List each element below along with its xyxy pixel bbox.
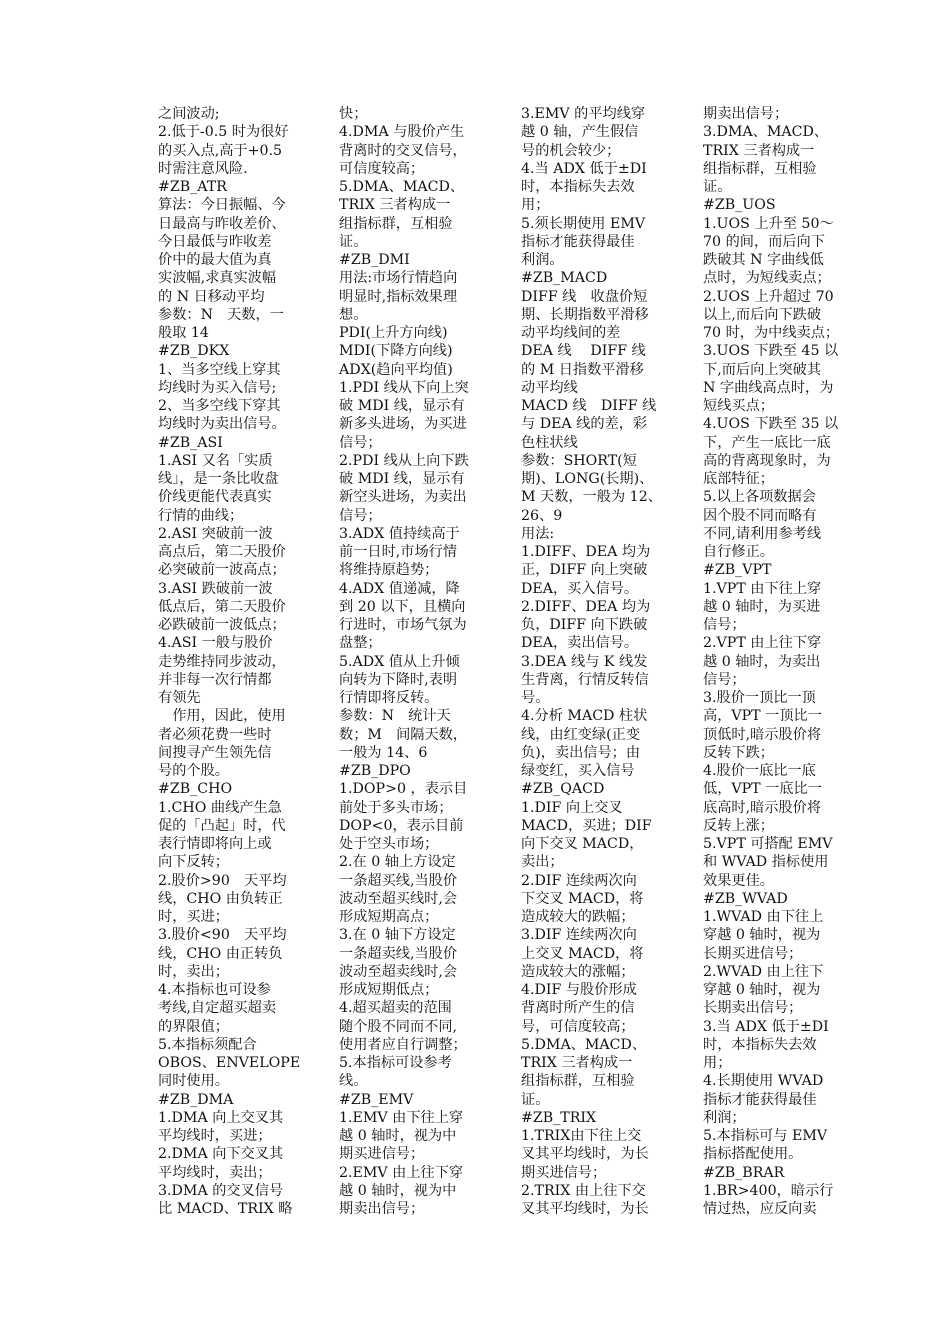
text-line: 1.UOS 上升至 50～ xyxy=(703,215,834,232)
text-line: 参数：N 天数，一 xyxy=(158,306,284,323)
text-line: 组指标群，互相验 xyxy=(521,1073,635,1090)
text-line: 4.当 ADX 低于±DI xyxy=(521,160,647,177)
text-line: 必突破前一波高点； xyxy=(158,562,286,579)
text-line: 形成短期高点； xyxy=(339,909,439,925)
text-line: 顶低时,暗示股价将 xyxy=(703,726,822,743)
text-line: 4.股价一底比一底 xyxy=(703,763,816,779)
text-line: 下,而后向上突破其 xyxy=(703,361,822,378)
text-line: 的 N 日移动平均 xyxy=(158,288,265,305)
text-line: 3.当 ADX 低于±DI xyxy=(703,1018,829,1035)
text-line: 2.在 0 轴上方设定 xyxy=(339,854,456,871)
text-line: 2.股价>90 天平均 xyxy=(158,872,287,889)
text-line: 1.TRIX由下往上交 xyxy=(521,1128,642,1144)
text-line: 3.ASI 跌破前一波 xyxy=(158,580,273,597)
text-line: 3.DIF 连续两次向 xyxy=(521,927,637,944)
text-line: MDI(下降方向线) xyxy=(339,343,453,360)
text-line: 1.DMA 向上交叉其 xyxy=(158,1109,284,1126)
text-line: 1.BR>400，暗示行 xyxy=(703,1182,834,1199)
text-line: 背离时的交叉信号， xyxy=(339,142,467,159)
text-line: 造成较大的涨幅； xyxy=(521,963,635,980)
text-line: 因个股不同而略有 xyxy=(703,507,817,524)
text-line: 4.ASI 一般与股价 xyxy=(158,635,273,652)
text-line: TRIX 三者构成一 xyxy=(339,197,451,214)
text-line: 走势维持同步波动， xyxy=(158,653,286,670)
text-line: 证。 xyxy=(703,179,732,195)
text-line: 动平均线间的差 xyxy=(521,325,621,341)
text-line: 3.DMA、MACD、 xyxy=(703,124,829,141)
text-line: 一般为 14、6 xyxy=(339,744,428,761)
text-column-3 xyxy=(521,105,671,1218)
text-line: 时需注意风险. xyxy=(158,160,248,177)
text-line: 1.WVAD 由下往上 xyxy=(703,909,824,925)
text-line: 叉其平均线时，为长 xyxy=(521,1146,649,1163)
text-line: 线，CHO 由正转负 xyxy=(158,945,283,962)
text-line: 信号； xyxy=(703,617,746,633)
text-line: 参数：N 统计天 xyxy=(339,708,451,725)
text-line: MACD，买进；DIF xyxy=(521,817,652,834)
text-line: 造成较大的跌幅； xyxy=(521,909,635,925)
text-line: 新空头进场，为卖出 xyxy=(339,489,467,506)
text-line: 低，VPT 一底比一 xyxy=(703,781,822,798)
text-line: 处于空头市场； xyxy=(339,836,439,852)
text-line: 新多头进场，为买进 xyxy=(339,416,467,433)
text-line: 并非每一次行情都 xyxy=(158,671,272,688)
text-column-1 xyxy=(158,105,308,1218)
text-line: 促的「凸起」时，代 xyxy=(158,817,286,834)
text-line: 行情即将反转。 xyxy=(339,690,439,706)
section-heading: #ZB_UOS xyxy=(703,197,776,214)
text-line: 跌破其 N 字曲线低 xyxy=(703,252,824,268)
text-line: 算法：今日振幅、今 xyxy=(158,197,286,214)
text-line: 均线时为卖出信号。 xyxy=(158,416,286,433)
section-heading: #ZB_DMI xyxy=(339,252,410,268)
text-line: 2.WVAD 由上往下 xyxy=(703,963,824,980)
text-line: DEA，卖出信号。 xyxy=(521,635,639,652)
text-line: 可信度较高； xyxy=(339,160,425,177)
section-heading: #ZB_ATR xyxy=(158,179,227,195)
text-line: TRIX 三者构成一 xyxy=(521,1055,633,1071)
text-line: 2、当多空线下穿其 xyxy=(158,398,281,414)
text-line: 4.分析 MACD 柱状 xyxy=(521,708,648,725)
text-line: 5.VPT 可搭配 EMV xyxy=(703,836,833,852)
text-line: 信号； xyxy=(703,671,746,688)
text-line: 5.ADX 值从上升倾 xyxy=(339,653,460,670)
text-line: 下，产生一底比一底 xyxy=(703,434,831,451)
text-line: 上交叉 MACD，将 xyxy=(521,945,644,962)
section-heading: #ZB_QACD xyxy=(521,781,605,798)
text-line: 2.DIFF、DEA 均为 xyxy=(521,598,651,615)
text-line: N 字曲线高点时，为 xyxy=(703,379,834,396)
text-line: 盘整； xyxy=(339,635,382,652)
text-line: 1.CHO 曲线产生急 xyxy=(158,799,282,816)
text-line: 短线买点； xyxy=(703,398,774,414)
text-line: DOP<0，表示目前 xyxy=(339,817,464,834)
text-line: 时，买进； xyxy=(158,909,229,925)
text-line: 反转下跌； xyxy=(703,744,774,761)
text-line: 2.DMA 向下交叉其 xyxy=(158,1146,284,1163)
section-heading: #ZB_BRAR xyxy=(703,1164,785,1181)
text-line: 的买入点,高于+0.5 xyxy=(158,142,283,159)
text-line: 将维持原趋势； xyxy=(339,562,439,579)
text-line: 用法: xyxy=(521,525,555,542)
text-line: 1、当多空线上穿其 xyxy=(158,361,281,378)
text-line: 间搜寻产生领先信 xyxy=(158,744,272,761)
text-line: 3.股价一顶比一顶 xyxy=(703,690,816,706)
text-line: 底高时,暗示股价将 xyxy=(703,799,822,816)
text-line: 2.EMV 由上往下穿 xyxy=(339,1164,464,1181)
text-line: 表行情即将向上或 xyxy=(158,836,272,852)
text-line: 一条超卖线,当股价 xyxy=(339,945,458,962)
text-line: OBOS、ENVELOPE xyxy=(158,1055,301,1071)
section-heading: #ZB_VPT xyxy=(703,562,772,579)
text-line: 破 MDI 线，显示有 xyxy=(339,398,465,414)
text-line: 波动至超买线时,会 xyxy=(339,890,458,907)
text-line: 长期买进信号； xyxy=(703,945,803,962)
text-line: PDI(上升方向线) xyxy=(339,325,448,341)
text-line: 26、9 xyxy=(521,507,563,524)
text-line: 高，VPT 一顶比一 xyxy=(703,708,822,725)
text-line: 线。 xyxy=(339,1073,368,1090)
text-line: 组指标群，互相验 xyxy=(703,160,817,177)
text-line: 高点后，第二天股价 xyxy=(158,544,286,560)
text-line: 负，DIFF 向下跌破 xyxy=(521,617,648,633)
text-line: 指标搭配使用。 xyxy=(703,1146,803,1163)
text-line: 期)、LONG(长期)、 xyxy=(521,471,654,487)
text-line: 数；M 间隔天数， xyxy=(339,726,468,743)
text-line: 明显时,指标效果理 xyxy=(339,288,458,305)
text-line: 前处于多头市场； xyxy=(339,799,453,816)
text-line: 2.VPT 由上往下穿 xyxy=(703,635,822,652)
text-line: 用法:市场行情趋向 xyxy=(339,270,458,287)
text-line: 3.ADX 值持续高于 xyxy=(339,525,460,542)
text-line: 越 0 轴时，视为中 xyxy=(339,1182,457,1199)
text-line: 以上,而后向下跌破 xyxy=(703,306,822,323)
text-line: 1.ASI 又名「实质 xyxy=(158,452,273,469)
text-line: 点时，为短线卖点； xyxy=(703,270,831,287)
text-line: 期卖出信号； xyxy=(339,1201,425,1217)
text-line: 4.DMA 与股价产生 xyxy=(339,124,465,141)
text-line: 般取 14 xyxy=(158,325,209,341)
text-line: 向下反转； xyxy=(158,854,229,871)
text-line: 4.本指标也可设参 xyxy=(158,982,271,998)
text-line: 期卖出信号； xyxy=(703,106,789,122)
text-line: 1.VPT 由下往上穿 xyxy=(703,580,822,597)
text-line: 有领先 xyxy=(158,690,201,706)
text-line: 证。 xyxy=(521,1091,550,1108)
text-line: 70 时，为中线卖点； xyxy=(703,325,840,341)
text-line: 线，CHO 由负转正 xyxy=(158,890,283,907)
text-line: 5.DMA、MACD、 xyxy=(521,1036,647,1053)
text-line: 快； xyxy=(339,106,368,122)
text-line: 1.DIFF、DEA 均为 xyxy=(521,544,651,560)
section-heading: #ZB_DPO xyxy=(339,763,411,779)
text-line: 1.DIF 向上交叉 xyxy=(521,799,623,816)
text-column-2 xyxy=(339,105,489,1218)
text-line: 行进时，市场气氛为 xyxy=(339,617,467,633)
text-line: 色柱状线 xyxy=(521,434,578,451)
text-line: 考线,自定超买超卖 xyxy=(158,1000,277,1017)
text-line: 到 20 以下，且横向 xyxy=(339,598,466,615)
text-line: 4.超买超卖的范围 xyxy=(339,1000,452,1017)
text-line: 越 0 轴时，为卖出 xyxy=(703,653,821,670)
text-line: 一条超买线,当股价 xyxy=(339,872,458,889)
text-line: 卖出； xyxy=(521,854,564,871)
text-line: 作用，因此，使用 xyxy=(158,708,286,725)
text-line: 利润。 xyxy=(521,252,564,268)
text-line: 3.EMV 的平均线穿 xyxy=(521,106,646,122)
text-line: 4.长期使用 WVAD xyxy=(703,1073,824,1090)
text-line: 2.PDI 线从上向下跌 xyxy=(339,452,469,469)
text-line: DIFF 线 收盘价短 xyxy=(521,288,648,305)
section-heading: #ZB_WVAD xyxy=(703,890,788,907)
text-line: 情过热，应反向卖 xyxy=(703,1201,817,1217)
text-line: 号，可信度较高； xyxy=(521,1018,635,1035)
text-line: 背离时所产生的信 xyxy=(521,1000,635,1017)
text-line: 组指标群，互相验 xyxy=(339,215,453,232)
text-line: 使用者应自行调整； xyxy=(339,1036,467,1053)
text-line: 3.DEA 线与 K 线发 xyxy=(521,653,648,670)
text-line: 的界限值； xyxy=(158,1018,229,1035)
text-line: 今日最低与昨收差 xyxy=(158,233,272,250)
text-line: 1.DOP>0 ，表示目 xyxy=(339,781,468,798)
text-line: 利润； xyxy=(703,1109,746,1126)
text-line: 期买进信号； xyxy=(521,1164,607,1181)
text-line: 同时使用。 xyxy=(158,1073,229,1090)
text-line: 下交叉 MACD，将 xyxy=(521,890,644,907)
text-line: 越 0 轴时，视为中 xyxy=(339,1128,457,1144)
text-line: 信号； xyxy=(339,434,382,451)
text-line: DEA，买入信号。 xyxy=(521,580,639,597)
text-line: 2.ASI 突破前一波 xyxy=(158,525,273,542)
text-line: 5.DMA、MACD、 xyxy=(339,179,465,195)
text-line: 3.股价<90 天平均 xyxy=(158,927,287,944)
text-line: 3.在 0 轴下方设定 xyxy=(339,927,456,944)
text-line: 穿越 0 轴时，视为 xyxy=(703,982,821,998)
text-line: 5.本指标可设参考 xyxy=(339,1055,452,1071)
text-line: 比 MACD、TRIX 略 xyxy=(158,1201,293,1217)
text-line: 参数：SHORT(短 xyxy=(521,452,637,469)
text-line: 4.ADX 值递减，降 xyxy=(339,580,460,597)
text-line: 2.TRIX 由上往下交 xyxy=(521,1182,646,1199)
section-heading: #ZB_ASI xyxy=(158,434,223,451)
text-column-4 xyxy=(703,105,853,1218)
text-line: 负)，卖出信号；由 xyxy=(521,744,641,761)
text-line: TRIX 三者构成一 xyxy=(703,142,815,159)
text-line: 生背离，行情反转信 xyxy=(521,671,649,688)
text-line: 之间波动; xyxy=(158,106,220,122)
text-line: 5.本指标可与 EMV xyxy=(703,1128,828,1144)
text-line: 均线时为买入信号; xyxy=(158,379,277,396)
text-line: 号的个股。 xyxy=(158,763,229,779)
text-line: 2.UOS 上升超过 70 xyxy=(703,288,834,305)
text-line: 5.本指标须配合 xyxy=(158,1036,257,1053)
section-heading: #ZB_DMA xyxy=(158,1091,234,1108)
text-line: 线」，是一条比收盘 xyxy=(158,471,279,487)
text-line: 反转上涨； xyxy=(703,817,774,834)
text-line: 3.DMA 的交叉信号 xyxy=(158,1182,284,1199)
text-line: 5.须长期使用 EMV xyxy=(521,215,646,232)
text-line: 效果更佳。 xyxy=(703,872,774,889)
text-line: 线，由红变绿(正变 xyxy=(521,726,641,743)
text-line: M 天数，一般为 12、 xyxy=(521,489,662,506)
section-heading: #ZB_TRIX xyxy=(521,1109,597,1126)
text-line: 叉其平均线时，为长 xyxy=(521,1201,649,1217)
text-line: 期、长期指数平滑移 xyxy=(521,306,649,323)
text-line: 用； xyxy=(703,1055,732,1071)
text-line: 证。 xyxy=(339,233,368,250)
section-heading: #ZB_CHO xyxy=(158,781,233,798)
text-line: 不同,请利用参考线 xyxy=(703,525,822,542)
text-line: 长期卖出信号； xyxy=(703,1000,803,1017)
section-heading: #ZB_EMV xyxy=(339,1091,414,1108)
text-line: 4.UOS 下跌至 35 以 xyxy=(703,416,839,433)
text-line: 向转为下降时,表明 xyxy=(339,671,458,688)
text-line: 行情的曲线； xyxy=(158,507,244,524)
section-heading: #ZB_MACD xyxy=(521,270,608,287)
text-line: 越 0 轴时，为买进 xyxy=(703,598,821,615)
text-line: 号。 xyxy=(521,690,550,706)
text-line: 的 M 日指数平滑移 xyxy=(521,361,644,378)
text-line: 破 MDI 线，显示有 xyxy=(339,471,465,487)
text-line: DEA 线 DIFF 线 xyxy=(521,343,646,360)
text-line: 底部特征； xyxy=(703,471,774,487)
text-line: MACD 线 DIFF 线 xyxy=(521,398,657,414)
text-line: 期买进信号； xyxy=(339,1146,425,1163)
text-line: 号的机会较少； xyxy=(521,142,621,159)
text-line: 指标才能获得最佳 xyxy=(703,1091,817,1108)
text-line: 越 0 轴，产生假信 xyxy=(521,124,639,141)
text-line: 和 WVAD 指标使用 xyxy=(703,854,829,871)
text-line: 与 DEA 线的差，彩 xyxy=(521,416,648,433)
text-line: ADX(趋向平均值) xyxy=(339,361,453,378)
text-line: 向下交叉 MACD， xyxy=(521,836,644,852)
text-line: 价线更能代表真实 xyxy=(158,489,272,506)
text-line: 前一日时,市场行情 xyxy=(339,544,458,560)
text-line: 波动至超卖线时,会 xyxy=(339,963,458,980)
text-line: 信号； xyxy=(339,507,382,524)
text-line: 指标才能获得最佳 xyxy=(521,233,635,250)
text-line: 实波幅,求真实波幅 xyxy=(158,270,277,287)
text-line: 1.PDI 线从下向上突 xyxy=(339,379,469,396)
text-line: 5.以上各项数据会 xyxy=(703,489,816,506)
text-line: 价中的最大值为真 xyxy=(158,252,272,268)
text-line: 2.DIF 连续两次向 xyxy=(521,872,637,889)
text-line: 时，卖出； xyxy=(158,963,229,980)
text-line: 70 的间，而后向下 xyxy=(703,233,825,250)
text-line: 自行修正。 xyxy=(703,544,774,560)
text-line: 用； xyxy=(521,197,550,214)
text-line: 时，本指标失去效 xyxy=(703,1036,817,1053)
text-line: 高的背离现象时，为 xyxy=(703,452,831,469)
text-line: 随个股不同而不同, xyxy=(339,1018,458,1035)
text-line: 2.低于-0.5 时为很好 xyxy=(158,124,289,141)
text-line: 动平均线 xyxy=(521,379,578,396)
text-line: 形成短期低点； xyxy=(339,982,439,998)
text-line: 必跌破前一波低点； xyxy=(158,617,286,633)
text-line: 1.EMV 由下往上穿 xyxy=(339,1109,464,1126)
text-line: 穿越 0 轴时，视为 xyxy=(703,927,821,944)
text-line: 绿变红，买入信号 xyxy=(521,763,635,779)
text-line: 平均线时，买进； xyxy=(158,1128,272,1144)
section-heading: #ZB_DKX xyxy=(158,343,230,360)
text-line: 4.DIF 与股价形成 xyxy=(521,982,637,998)
text-line: 日最高与昨收差价、 xyxy=(158,215,286,232)
text-line: 者必须花费一些时 xyxy=(158,726,272,743)
text-line: 平均线时，卖出； xyxy=(158,1164,272,1181)
text-line: 时，本指标失去效 xyxy=(521,179,635,195)
text-line: 3.UOS 下跌至 45 以 xyxy=(703,343,839,360)
text-line: 想。 xyxy=(339,306,368,323)
text-line: 低点后，第二天股价 xyxy=(158,598,286,615)
text-line: 正，DIFF 向上突破 xyxy=(521,562,648,579)
